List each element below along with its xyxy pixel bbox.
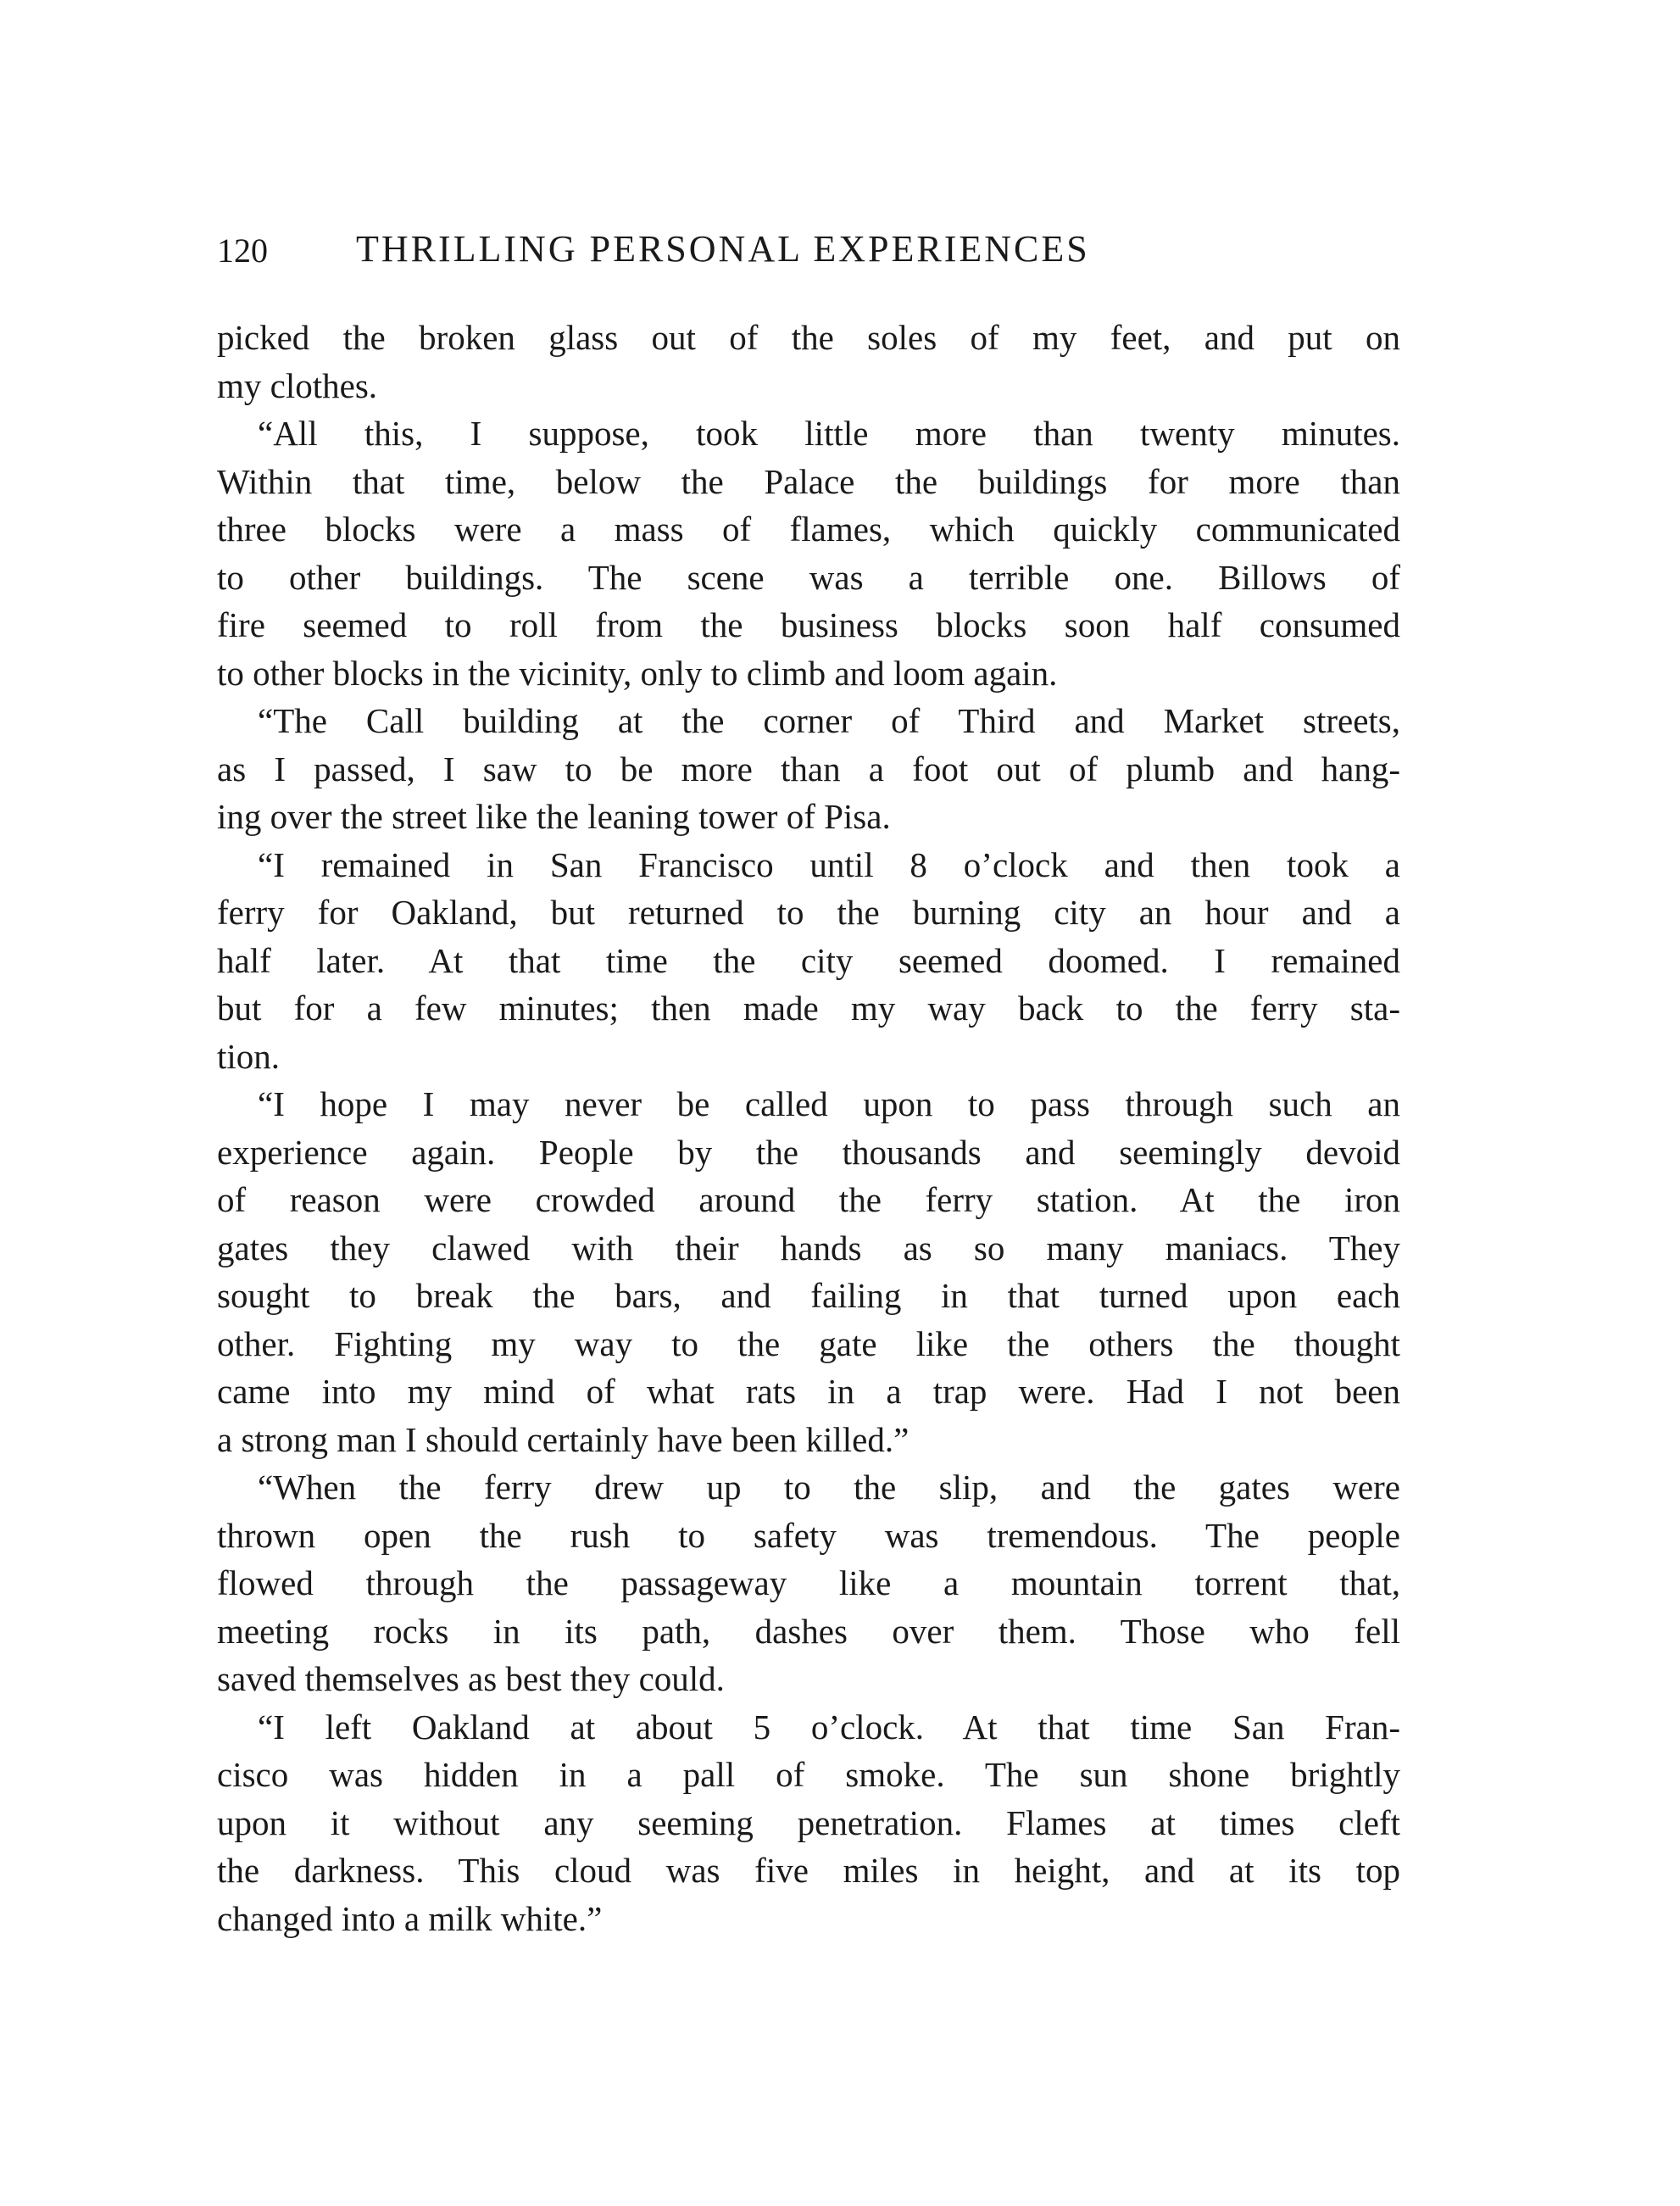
text-line: of reason were crowded around the ferry station. At the iron	[217, 1180, 1400, 1219]
running-title: THRILLING PERSONAL EXPERIENCES	[356, 228, 1090, 270]
text-line: to other blocks in the vicinity, only to climb and loom again.	[217, 653, 1058, 693]
text-line: a strong man I should certainly have been killed.”	[217, 1419, 910, 1459]
body-text	[217, 314, 1400, 1942]
text-line: three blocks were a mass of flames, which quickly communicated	[217, 510, 1400, 549]
text-line: ing over the street like the leaning tower of Pisa.	[217, 797, 891, 836]
text-line: sought to break the bars, and failing in that turned upon each	[217, 1276, 1400, 1315]
text-line: tion.	[217, 1036, 281, 1076]
text-line: Within that time, below the Palace the buildings for more than	[217, 461, 1400, 501]
page-number: 120	[217, 231, 268, 270]
text-line: but for a few minutes; then made my way back to the ferry sta-	[217, 989, 1400, 1028]
text-line: flowed through the passageway like a mountain torrent that,	[217, 1563, 1400, 1602]
text-line: picked the broken glass out of the soles of my feet, and put on	[217, 318, 1400, 357]
text-line: ferry for Oakland, but returned to the burning city an hour and a	[217, 893, 1400, 932]
text-line: my clothes.	[217, 365, 378, 405]
text-line: the darkness. This cloud was five miles in height, and at its top	[217, 1851, 1400, 1890]
text-line: came into my mind of what rats in a trap were. Had I not been	[217, 1372, 1400, 1411]
text-line: experience again. People by the thousands and seemingly devoid	[217, 1132, 1400, 1172]
text-line: “I remained in San Francisco until 8 o’clock and then took a	[258, 844, 1400, 884]
text-line: “I left Oakland at about 5 o’clock. At that time San Fran-	[258, 1707, 1400, 1746]
text-line: “I hope I may never be called upon to pass through such an	[258, 1084, 1400, 1123]
text-line: as I passed, I saw to be more than a foot out of plumb and hang-	[217, 749, 1400, 788]
text-line: fire seemed to roll from the business blocks soon half consumed	[217, 605, 1400, 644]
text-line: cisco was hidden in a pall of smoke. The sun shone brightly	[217, 1755, 1400, 1794]
text-line: “The Call building at the corner of Third and Market streets,	[258, 701, 1400, 740]
text-line: changed into a milk white.”	[217, 1898, 603, 1938]
text-line: gates they clawed with their hands as so many maniacs. They	[217, 1228, 1400, 1267]
text-line: saved themselves as best they could.	[217, 1659, 725, 1698]
text-line: other. Fighting my way to the gate like the others the thought	[217, 1323, 1400, 1363]
text-line: meeting rocks in its path, dashes over them. Those who fell	[217, 1611, 1400, 1651]
text-line: thrown open the rush to safety was tremendous. The people	[217, 1515, 1400, 1555]
text-line: “When the ferry drew up to the slip, and the gates were	[258, 1468, 1400, 1507]
text-line: upon it without any seeming penetration. Flames at times cleft	[217, 1802, 1400, 1842]
text-line: half later. At that time the city seemed doomed. I remained	[217, 940, 1400, 980]
text-line: to other buildings. The scene was a terrible one. Billows of	[217, 557, 1400, 597]
text-line: “All this, I suppose, took little more than twenty minutes.	[258, 414, 1400, 453]
